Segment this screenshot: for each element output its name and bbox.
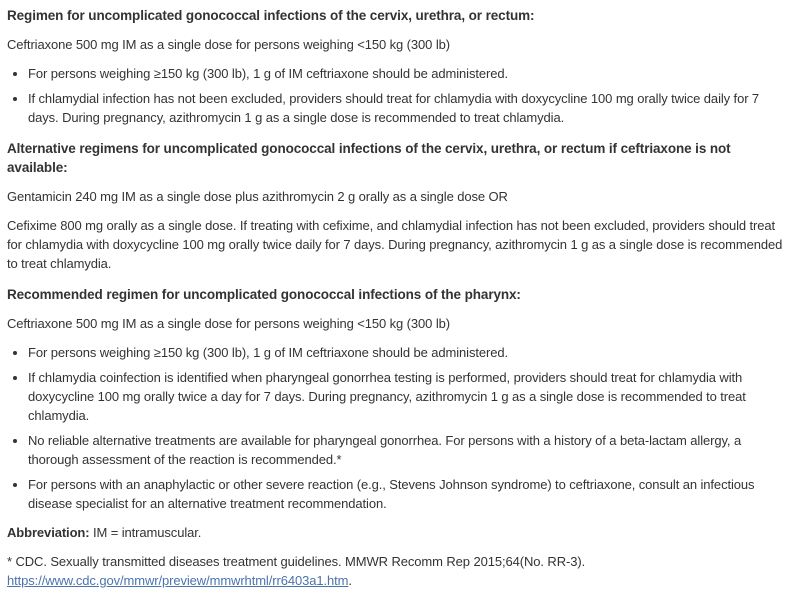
footnote-period: . bbox=[348, 573, 352, 588]
paragraph-ceftriaxone-cervix: Ceftriaxone 500 mg IM as a single dose for persons weighing <150 kg (300 lb) bbox=[7, 37, 450, 52]
paragraph-ceftriaxone-pharynx: Ceftriaxone 500 mg IM as a single dose for persons weighing <150 kg (300 lb) bbox=[7, 316, 450, 331]
paragraph-abbreviation bbox=[7, 523, 790, 542]
list-item: • For persons weighing ≥150 kg (300 lb), 1 g of IM ceftriaxone should be administered. bbox=[28, 64, 790, 83]
list-item: • For persons with an anaphylactic or other severe reaction (e.g., Stevens Johnson syndrome) to ceftriaxone, consult an infectious disease specialist for an alternative treatment recommendation. bbox=[28, 475, 790, 513]
paragraph-gentamicin: Gentamicin 240 mg IM as a single dose plus azithromycin 2 g orally as a single dose OR bbox=[7, 189, 508, 204]
abbreviation-text: IM = intramuscular. bbox=[89, 525, 202, 540]
footnote bbox=[7, 552, 790, 590]
list-item: • For persons weighing ≥150 kg (300 lb), 1 g of IM ceftriaxone should be administered. bbox=[28, 343, 790, 362]
footnote-citation: * CDC. Sexually transmitted diseases treatment guidelines. MMWR Recomm Rep 2015;64(No. RR-3). bbox=[7, 554, 586, 569]
bullet-list-cervix bbox=[7, 64, 790, 127]
section-heading-cervix-urethra-rectum: Regimen for uncomplicated gonococcal infections of the cervix, urethra, or rectum: bbox=[7, 8, 535, 23]
footnote-link-line bbox=[7, 571, 790, 590]
list-item: • No reliable alternative treatments are available for pharyngeal gonorrhea. For persons with a history of a beta-lactam allergy, a thorough assessment of the reaction is recommended.* bbox=[28, 431, 790, 469]
abbreviation-label: Abbreviation: bbox=[7, 525, 90, 540]
paragraph-cefixime: Cefixime 800 mg orally as a single dose. If treating with cefixime, and chlamydial infection has not been excluded, providers should treat for chlamydia with doxycycline 100 mg orally twice daily for 7 days. During pregnancy, azithromycin 1 g as a single dose is recommended to treat chlamydia. bbox=[7, 218, 783, 271]
section-heading-alternative-regimens: Alternative regimens for uncomplicated gonococcal infections of the cervix, urethra, or rectum if ceftriaxone is not available: bbox=[7, 141, 731, 175]
bullet-list-pharynx bbox=[7, 343, 790, 513]
cdc-mmwr-link[interactable]: https://www.cdc.gov/mmwr/preview/mmwrhtml/rr6403a1.htm bbox=[7, 573, 349, 588]
list-item: • If chlamydial infection has not been excluded, providers should treat for chlamydia with doxycycline 100 mg orally twice daily for 7 days. During pregnancy, azithromycin 1 g as a single dose is recommended to treat chlamydia. bbox=[28, 89, 790, 127]
list-item: • If chlamydia coinfection is identified when pharyngeal gonorrhea testing is performed, providers should treat for chlamydia with doxycycline 100 mg orally twice a day for 7 days. During pregnancy, azithromycin 1 g as a single dose is recommended to treat chlamydia. bbox=[28, 368, 790, 425]
section-heading-pharynx: Recommended regimen for uncomplicated gonococcal infections of the pharynx: bbox=[7, 287, 521, 302]
